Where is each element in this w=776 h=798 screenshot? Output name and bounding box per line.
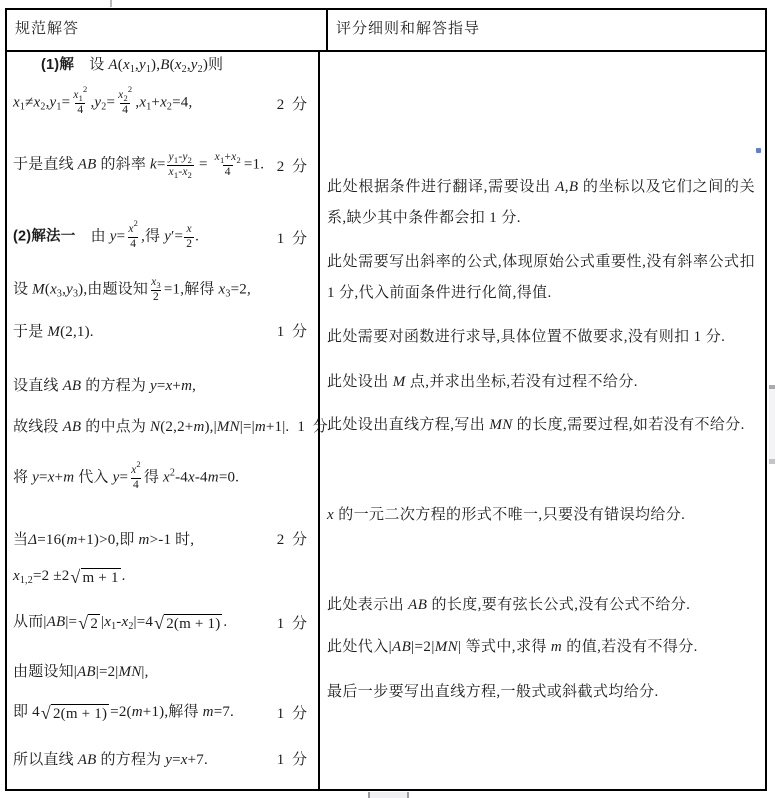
score-label: 1 分 bbox=[276, 323, 309, 340]
score-label: 1 分 bbox=[276, 751, 309, 768]
solution-formula: 当Δ=16(m+1)>0,即 m>-1 时, bbox=[13, 531, 195, 548]
radical-sign: √ bbox=[154, 613, 165, 634]
rubric-paragraph: 此处表示出 AB 的长度,要有弦长公式,没有公式不给分. bbox=[327, 597, 691, 613]
solution-formula: 所以直线 AB 的方程为 y=x+7. bbox=[13, 751, 208, 768]
score-label: 1 分 bbox=[276, 615, 309, 632]
solution-row bbox=[7, 459, 318, 497]
solution-formula: 设 $M(x_3,y_3)$,由题设知 $\frac{x_3}{2}$ =1,解得 $x_3=2$, bbox=[13, 275, 251, 303]
page-edge-tick bbox=[110, 0, 112, 7]
solution-row bbox=[7, 271, 318, 309]
solution-row bbox=[7, 527, 318, 549]
solution-formula: (1)解 设 $A(x_1,y_1),B(x_2,y_2)$则 bbox=[41, 56, 224, 75]
score-label: 1 分 bbox=[297, 418, 330, 435]
solution-row bbox=[7, 146, 318, 184]
header-row bbox=[7, 10, 765, 52]
rubric-cell bbox=[320, 52, 765, 789]
solution-formula: 设直线 AB 的方程为 y=x+m, bbox=[13, 377, 197, 394]
score-label: 1 分 bbox=[276, 705, 309, 722]
solution-formula: 从而|AB|= √ 2 $|x_1-x_2|=4$ √ 2(m + 1) . bbox=[13, 613, 228, 634]
score-label: 2 分 bbox=[276, 158, 309, 175]
anchor-mark bbox=[756, 148, 761, 153]
solution-formula: 于是直线 AB 的斜率 k= $\frac{y_1-y_2}{x_1-x_2}$ = $\frac{x_1+x_2}{4}$ =1. bbox=[13, 150, 265, 180]
rubric-paragraph: 此处代入|AB|=2|MN| 等式中,求得 m 的值,若没有不得分. bbox=[327, 639, 698, 655]
rubric-paragraph: 此处设出 M 点,并求出坐标,若没有过程不给分. bbox=[327, 374, 638, 390]
solution-formula: 故线段 AB 的中点为 N(2,2+m),|MN|=|m+1|. bbox=[13, 418, 290, 435]
solution-formula: $x_{1,2}=2 \pm 2$ √ m + 1 . bbox=[13, 567, 126, 588]
solution-formula: $x_1\ne x_2,y_1=$ $\frac{x_1^2}{4}$ $,y_2=$ $\frac{x_2^2}{4}$ $,x_1+x_2=4$, bbox=[13, 83, 193, 116]
solution-row bbox=[7, 565, 318, 591]
score-label: 2 分 bbox=[276, 531, 309, 548]
solution-formula: (2)解法一 由 y= $\frac{x^2}{4}$ ,得 y′= $\frac{x}{2}$ . bbox=[13, 217, 200, 250]
vertical-scrollbar-fragment[interactable] bbox=[769, 385, 775, 464]
horizontal-scrollbar-thumb[interactable] bbox=[368, 792, 409, 798]
header-standard-solution: 规范解答 bbox=[7, 10, 328, 50]
radical-sign: √ bbox=[40, 703, 51, 724]
solution-formula: 将 y=x+m 代入 y= $\frac{x^2}{4}$ 得 $x^2-4x-4m=0$. bbox=[13, 458, 240, 491]
solution-row bbox=[7, 414, 330, 436]
score-label: 2 分 bbox=[276, 96, 309, 113]
rubric-paragraph: 此处根据条件进行翻译,需要设出 A,B 的坐标以及它们之间的关系,缺少其中条件都会扣 1 分. bbox=[327, 179, 755, 226]
grading-table bbox=[5, 8, 767, 791]
solution-row bbox=[7, 659, 318, 681]
table-body-row bbox=[7, 52, 765, 789]
solution-formula: 由题设知|AB|=2|MN|, bbox=[13, 663, 149, 680]
header-grading-rubric: 评分细则和解答指导 bbox=[336, 20, 481, 37]
solution-row bbox=[7, 609, 318, 635]
rubric-paragraph: 此处设出直线方程,写出 MN 的长度,需要过程,如若没有不给分. bbox=[327, 417, 745, 433]
score-label: 1 分 bbox=[276, 230, 309, 247]
solution-row bbox=[7, 84, 318, 122]
rubric-paragraph: 此处需要对函数进行求导,具体位置不做要求,没有则扣 1 分. bbox=[327, 329, 726, 345]
solution-formula: 于是 M(2,1). bbox=[13, 323, 94, 340]
solution-row bbox=[7, 373, 318, 395]
rubric-paragraph: 此处需要写出斜率的公式,体现原始公式重要性,没有斜率公式扣 1 分,代入前面条件进行化简,得值. bbox=[327, 254, 755, 301]
solution-row bbox=[7, 319, 318, 341]
rubric-paragraph: 最后一步要写出直线方程,一般式或斜截式均给分. bbox=[327, 684, 659, 700]
solution-row bbox=[7, 747, 318, 769]
solution-row bbox=[7, 52, 318, 74]
solution-cell bbox=[7, 52, 330, 789]
rubric-paragraph: x 的一元二次方程的形式不唯一,只要没有错误均给分. bbox=[327, 507, 686, 523]
solution-row bbox=[7, 218, 318, 256]
radical-sign: √ bbox=[78, 613, 89, 634]
radical-sign: √ bbox=[70, 567, 81, 588]
solution-formula: 即 4 √ 2(m + 1) =2(m+1),解得 m=7. bbox=[13, 703, 234, 724]
solution-row bbox=[7, 699, 318, 725]
